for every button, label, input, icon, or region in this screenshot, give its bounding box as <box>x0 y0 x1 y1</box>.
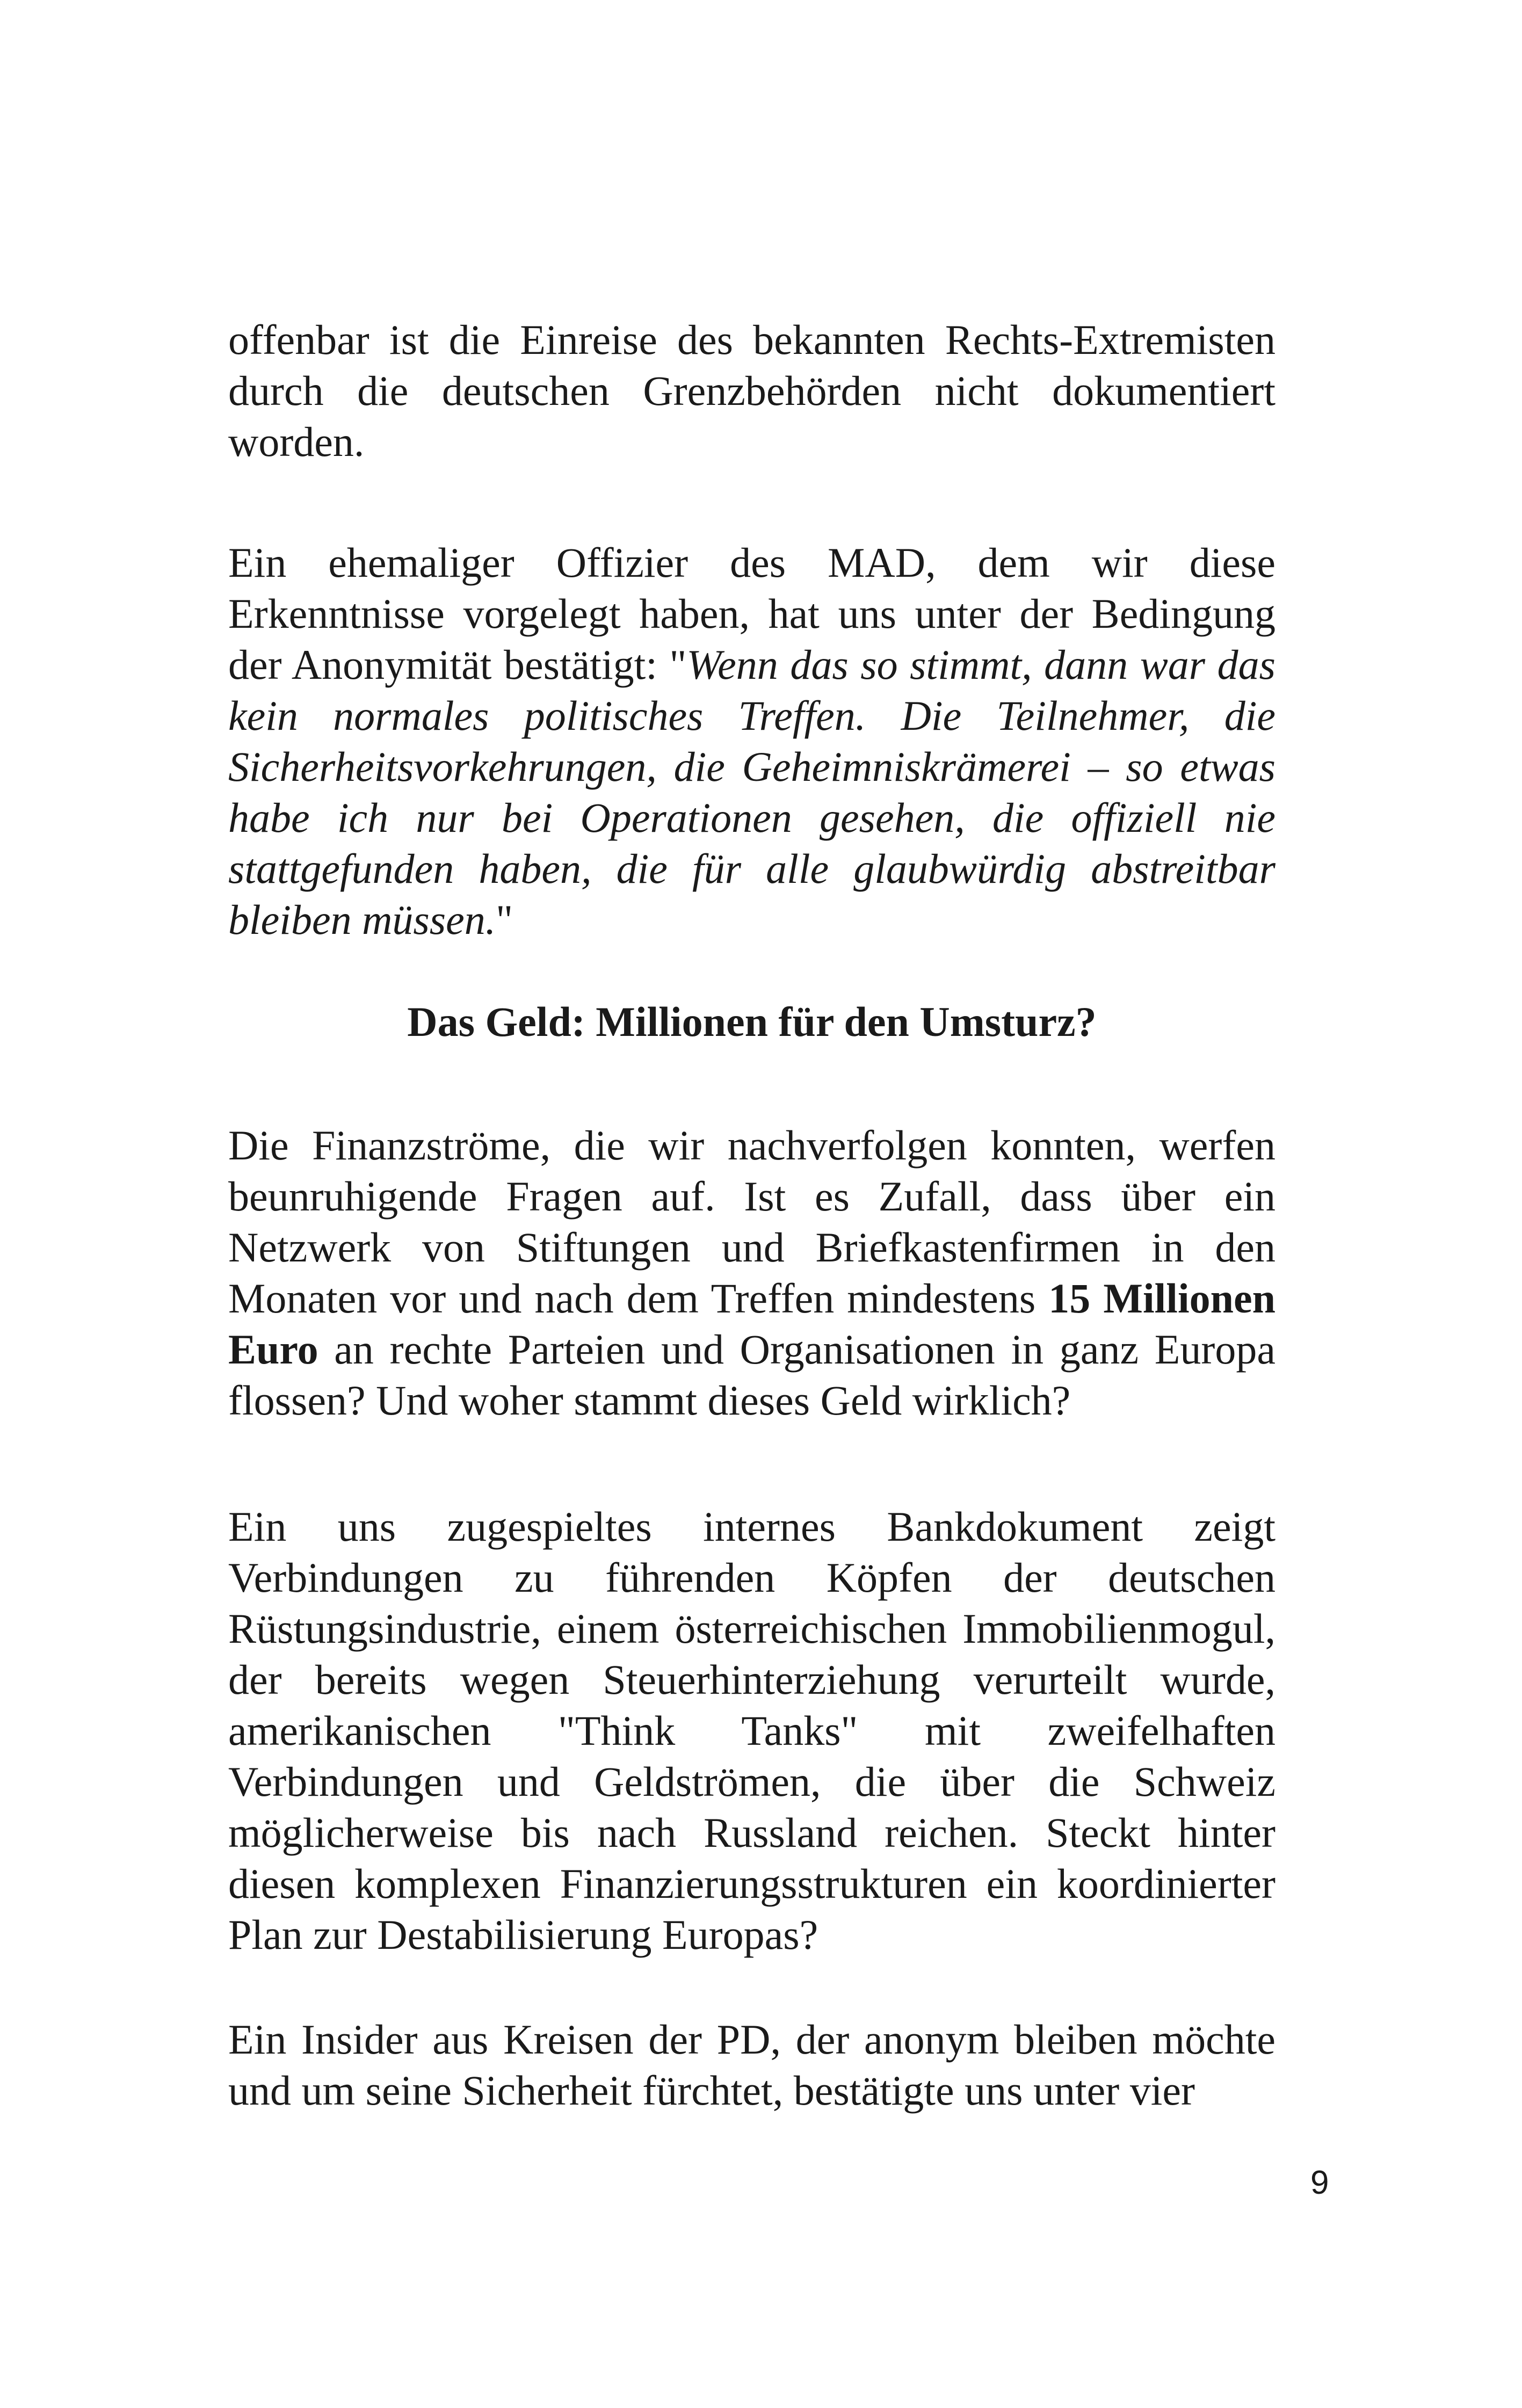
page-number: 9 <box>1310 2164 1329 2201</box>
paragraph-2-quote: Wenn das so stimmt, dann war das kein normales politisches Treffen. Die Teilnehmer, die Sicherheitsvorkehrungen, die Geheimniskrämerei – so etwas habe ich nur bei Operationen gesehen, die offiziell nie stattgefunden haben, die für alle glaubwürdig abstreitbar bleiben müssen. <box>228 641 1275 943</box>
paragraph-5 <box>228 2014 1275 2116</box>
paragraph-4 <box>228 1501 1275 1960</box>
paragraph-5-text: Ein Insider aus Kreisen der PD, der anonym bleiben möchte und um seine Sicherheit fürchtet, bestätigte uns unter vier <box>228 2016 1275 2114</box>
paragraph-2-intro: Ein ehemaliger Offizier des MAD, dem wir diese Erkenntnisse vorgelegt haben, hat uns unter der Bedingung der Anonymität bestätigt: " <box>228 539 1275 688</box>
paragraph-2-closing: " <box>496 896 513 943</box>
paragraph-4-text: Ein uns zugespieltes internes Bankdokument zeigt Verbindungen zu führenden Köpfen der deutschen Rüstungsindustrie, einem österreichischen Immobilienmogul, der bereits wegen Steuerhinterziehung verurteilt wurde, amerikanischen "Think Tanks" mit zweifelhaften Verbindungen und Geldströmen, die über die Schweiz möglicherweise bis nach Russland reichen. Steckt hinter diesen komplexen Finanzierungsstrukturen ein koordinierter Plan zur Destabilisierung Europas? <box>228 1503 1275 1958</box>
paragraph-3-bold-amount: 15 Millionen Euro <box>228 1275 1276 1373</box>
paragraph-1-text: offenbar ist die Einreise des bekannten Rechts-Extremisten durch die deutschen Grenzbehörden nicht dokumentiert worden. <box>228 316 1275 465</box>
paragraph-3-after: an rechte Parteien und Organisationen in ganz Europa flossen? Und woher stammt dieses Geld wirklich? <box>228 1326 1275 1424</box>
paragraph-3 <box>228 1120 1275 1426</box>
section-heading: Das Geld: Millionen für den Umsturz? <box>407 998 1097 1045</box>
paragraph-1 <box>228 314 1275 467</box>
paragraph-3-before: Die Finanzströme, die wir nachverfolgen konnten, werfen beunruhigende Fragen auf. Ist es Zufall, dass über ein Netzwerk von Stiftungen und Briefkastenfirmen in den Monaten vor und nach dem Treffen mindestens <box>228 1122 1275 1322</box>
paragraph-2 <box>228 537 1275 945</box>
